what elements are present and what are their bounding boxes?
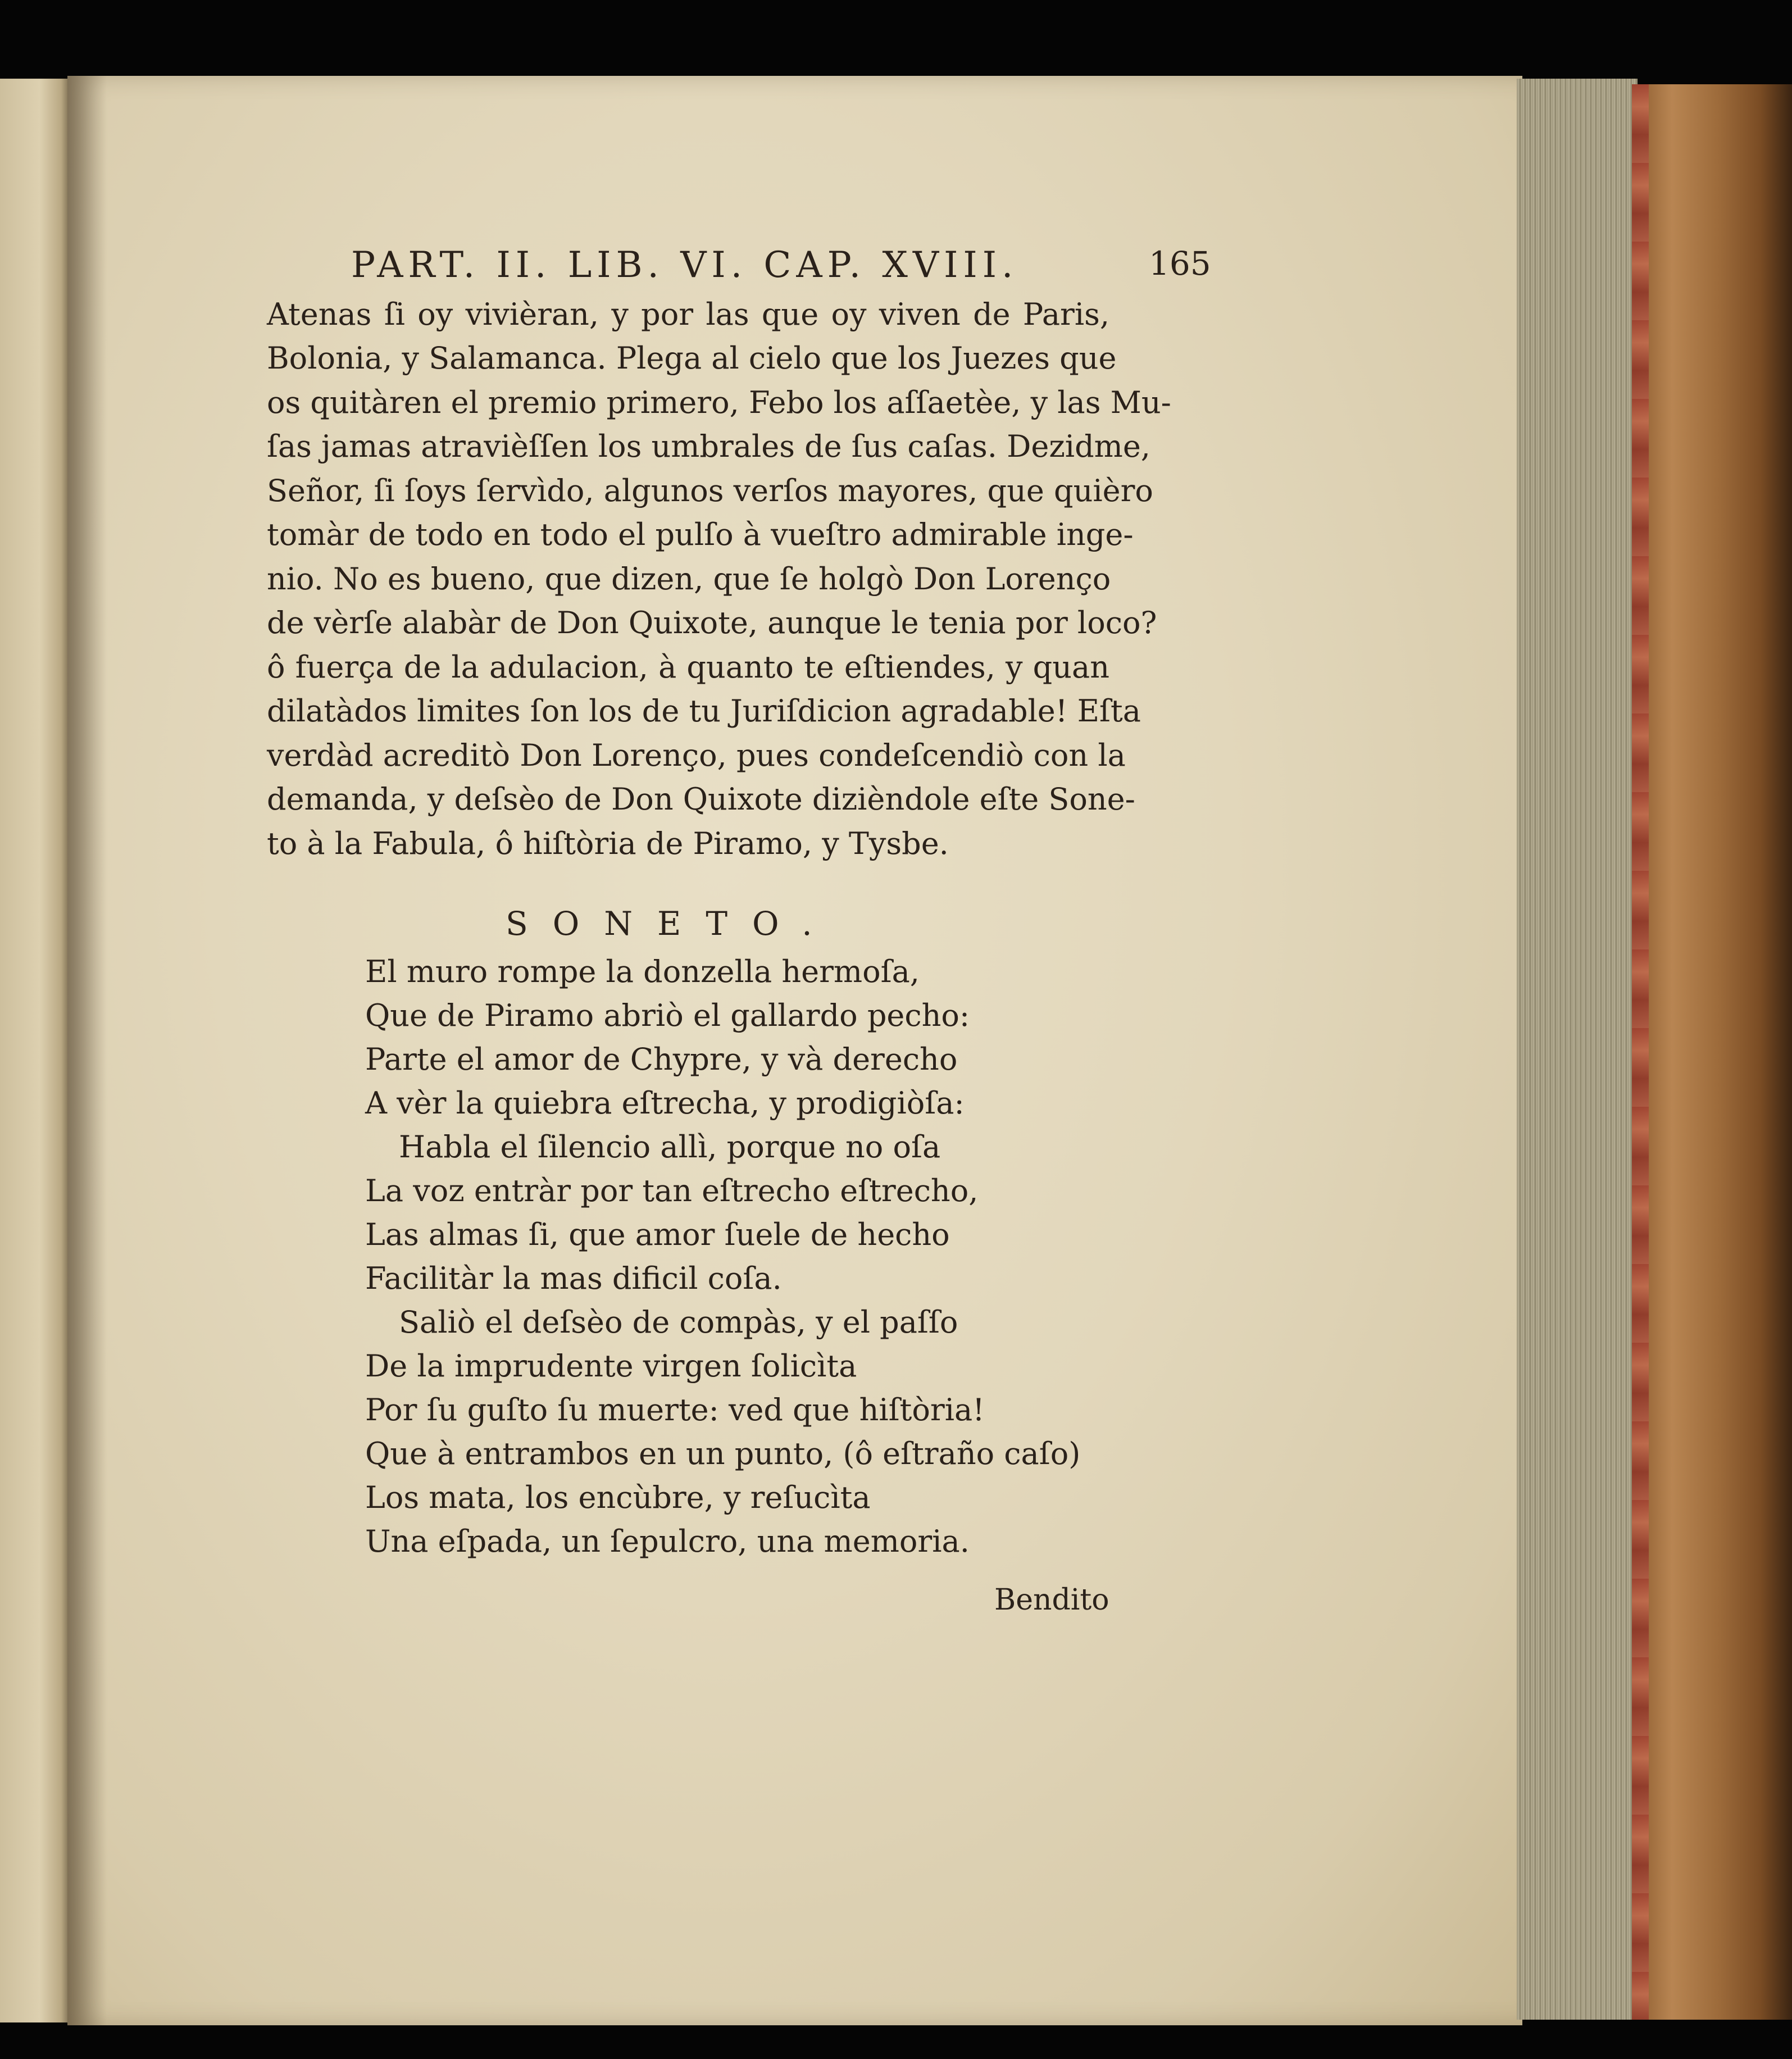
catchword: Bendito bbox=[994, 1583, 1109, 1617]
gutter-shadow bbox=[67, 76, 107, 2025]
page-block-edges bbox=[1517, 79, 1638, 2020]
prose-line: Bolonia, y Salamanca. Plega al cielo que los Juezes que bbox=[267, 340, 1117, 376]
verse-line: Habla el ſilencio allì, porque no oſa bbox=[399, 1129, 941, 1165]
prose-line: ô fuerça de la adulacion, à quanto te eſtiendes, y quan bbox=[267, 649, 1109, 685]
verse-line: Los mata, los encùbre, y reſucìta bbox=[365, 1480, 871, 1515]
verse-line: Parte el amor de Chypre, y và derecho bbox=[365, 1042, 958, 1077]
prose-line: de vèrſe alabàr de Don Quixote, aunque le tenia por loco? bbox=[267, 605, 1157, 640]
page-number: 165 bbox=[1149, 244, 1211, 283]
binding-label-strip bbox=[1632, 84, 1649, 2020]
verse-line: A vèr la quiebra eſtrecha, y prodigiòſa: bbox=[365, 1085, 965, 1121]
verse-line: De la imprudente virgen ſolicìta bbox=[365, 1348, 857, 1384]
prose-line: verdàd acreditò Don Lorenço, pues condeſcendiò con la bbox=[267, 738, 1126, 773]
prose-line: Señor, ſi ſoys ſervìdo, algunos verſos mayores, que quièro bbox=[267, 473, 1153, 508]
verse-line: El muro rompe la donzella hermoſa, bbox=[365, 954, 920, 989]
facing-page-edge bbox=[0, 79, 72, 2022]
prose-line: tomàr de todo en todo el pulſo à vueſtro admirable inge- bbox=[267, 517, 1134, 552]
verse-line: Saliò el deſsèo de compàs, y el paſſo bbox=[399, 1305, 958, 1340]
prose-line: nio. No es bueno, que dizen, que ſe holgò Don Lorenço bbox=[267, 561, 1111, 597]
verse-line: Por ſu guſto ſu muerte: ved que hiſtòria! bbox=[365, 1392, 985, 1428]
prose-line: Atenas ſi oy vivièran, y por las que oy viven de Paris, bbox=[267, 297, 1109, 332]
prose-line: dilatàdos limites ſon los de tu Juriſdicion agradable! Eſta bbox=[267, 693, 1141, 729]
sonnet-title: SONETO. bbox=[506, 904, 837, 943]
verse-line: Que à entrambos en un punto, (ô eſtraño caſo) bbox=[365, 1436, 1081, 1471]
prose-line: demanda, y deſsèo de Don Quixote dizièndole eſte Sone- bbox=[267, 781, 1135, 817]
verse-line: Facilitàr la mas dificil coſa. bbox=[365, 1261, 782, 1296]
prose-line: to à la Fabula, ô hiſtòria de Piramo, y Tysbe. bbox=[267, 826, 949, 861]
running-header: PART. II. LIB. VI. CAP. XVIII. bbox=[351, 244, 1018, 286]
leather-binding bbox=[1632, 84, 1792, 2020]
verse-line: La voz entràr por tan eſtrecho eſtrecho, bbox=[365, 1173, 979, 1208]
prose-line: ſas jamas atravièſſen los umbrales de ſus caſas. Dezidme, bbox=[267, 429, 1150, 464]
verse-line: Las almas ſi, que amor ſuele de hecho bbox=[365, 1217, 950, 1252]
verse-line: Una eſpada, un ſepulcro, una memoria. bbox=[365, 1524, 970, 1559]
prose-line: os quitàren el premio primero, Febo los aſſaetèe, y las Mu- bbox=[267, 385, 1171, 420]
verse-line: Que de Piramo abriò el gallardo pecho: bbox=[365, 998, 970, 1033]
